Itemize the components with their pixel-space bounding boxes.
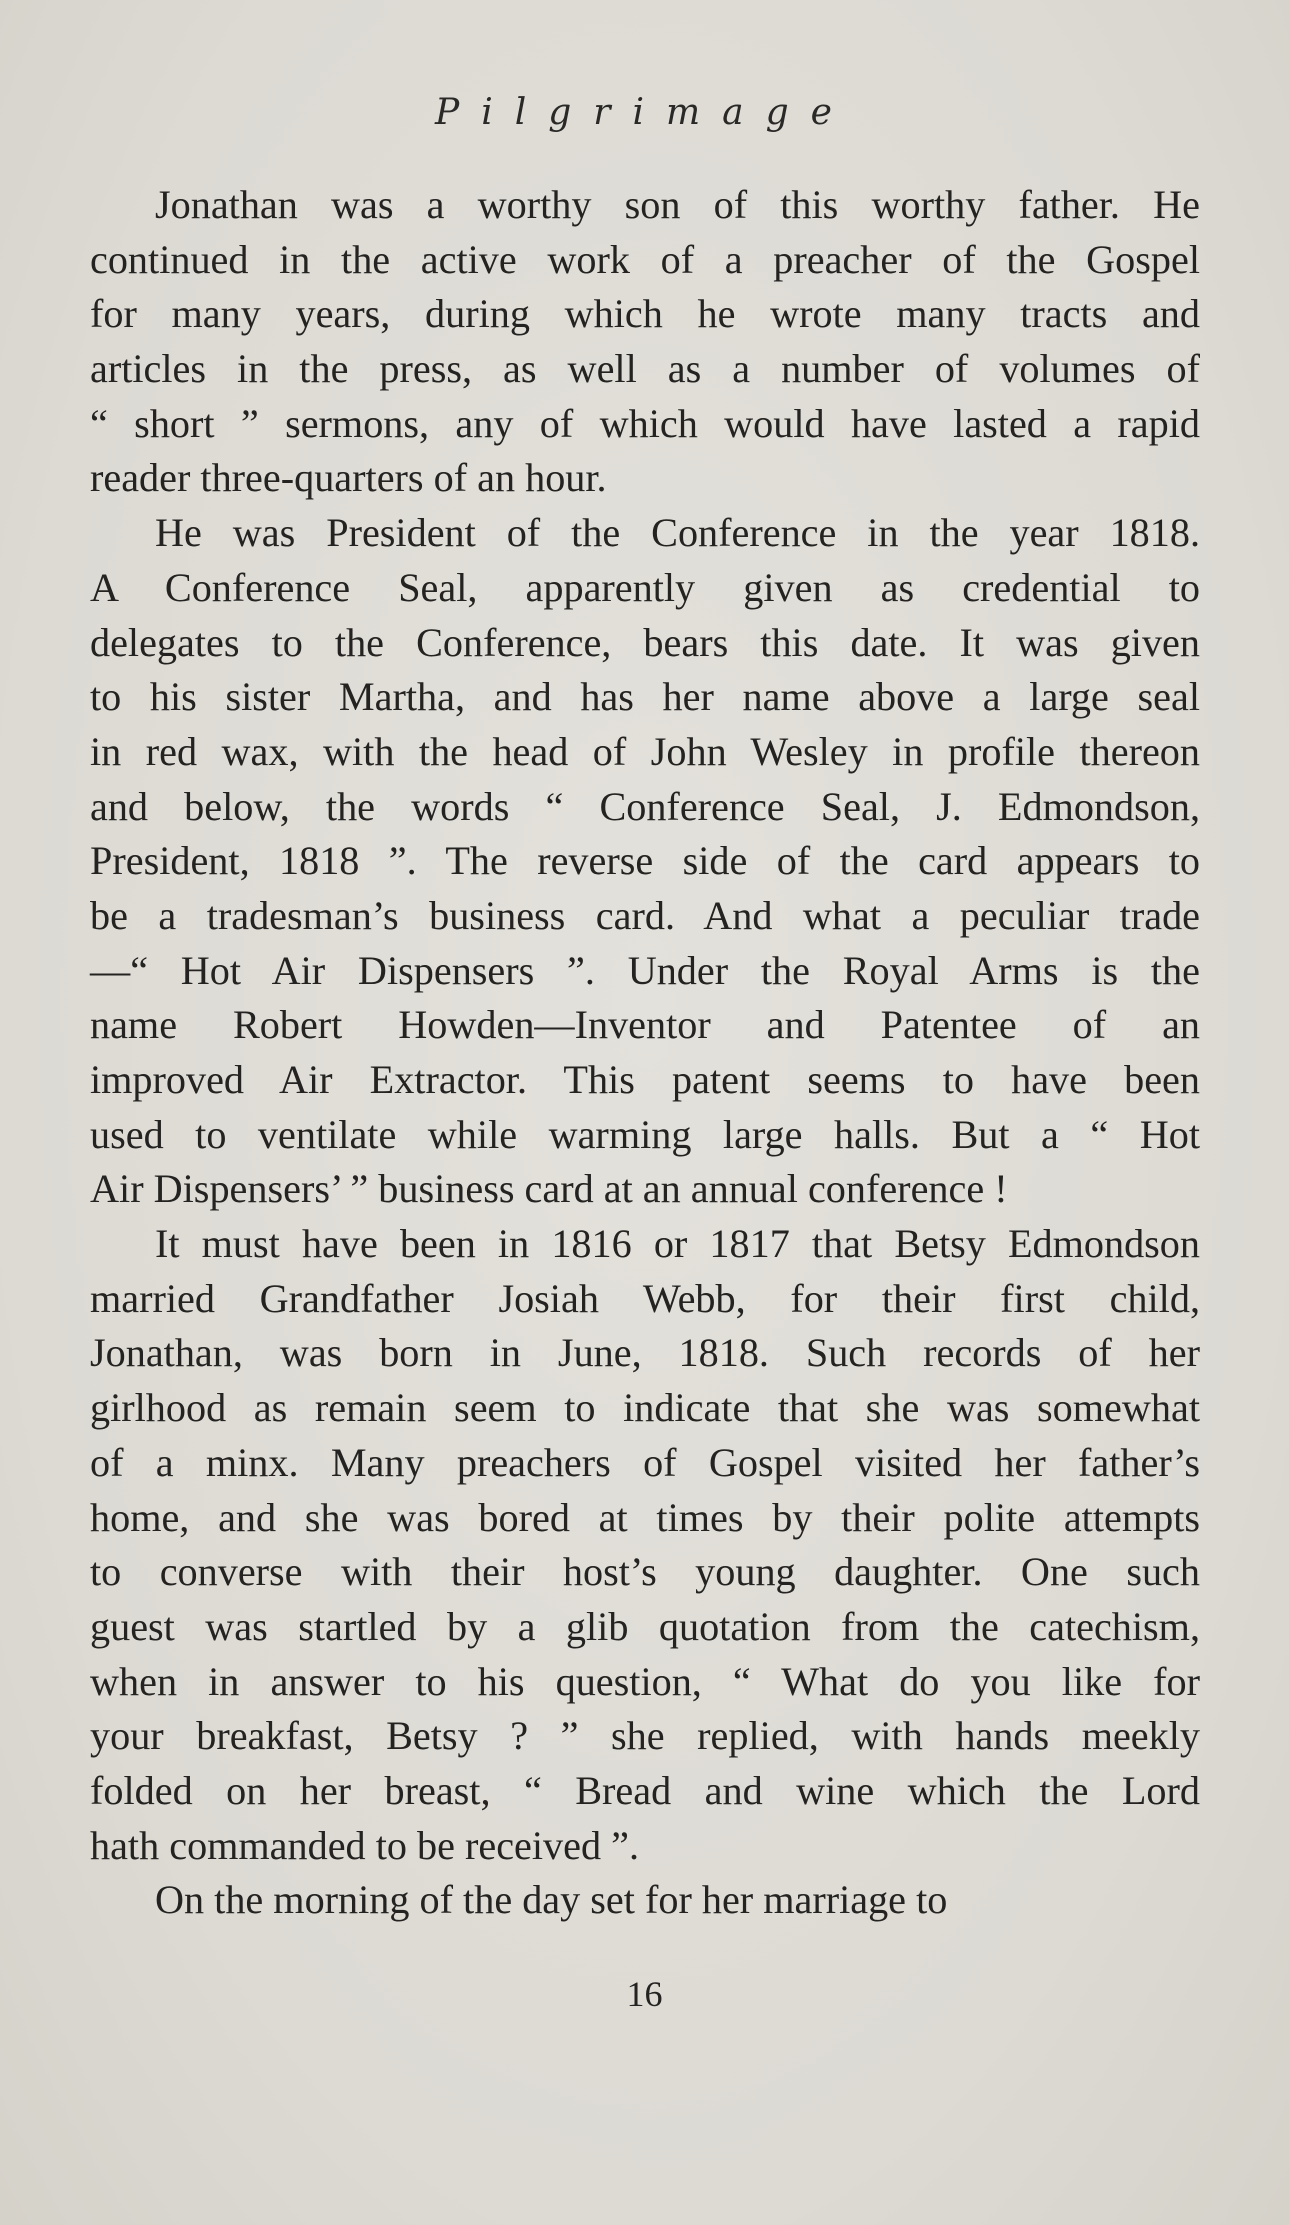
text-line: used to ventilate while warming large halls. But a “ Hot [90,1111,1200,1157]
running-head: Pilgrimage [435,92,854,133]
paragraph [90,506,1200,1217]
text-line: folded on her breast, “ Bread and wine which the Lord [90,1767,1200,1813]
text-line: home, and she was bored at times by their polite attempts [90,1494,1200,1540]
page-number: 16 [626,1974,663,2014]
text-line: It must have been in 1816 or 1817 that Betsy Edmondson [155,1221,1200,1267]
text-line: in red wax, with the head of John Wesley in profile thereon [90,728,1200,774]
paragraph [90,1873,1200,1928]
text-line: He was President of the Conference in the year 1818. [155,510,1200,556]
text-line: married Grandfather Josiah Webb, for their first child, [90,1275,1200,1321]
text-line: Jonathan, was born in June, 1818. Such records of her [90,1330,1200,1376]
text-line: —“ Hot Air Dispensers ”. Under the Royal Arms is the [90,947,1200,993]
text-line: your breakfast, Betsy ? ” she replied, with hands meekly [90,1713,1200,1759]
text-line: articles in the press, as well as a number of volumes of [90,346,1200,392]
text-line: A Conference Seal, apparently given as credential to [90,564,1200,610]
text-line: Air Dispensers’ ” business card at an annual conference ! [90,1166,1008,1212]
text-line: “ short ” sermons, any of which would have lasted a rapid [90,400,1200,446]
text-line: guest was startled by a glib quotation from the catechism, [90,1603,1200,1649]
text-line: and below, the words “ Conference Seal, J. Edmondson, [90,783,1200,829]
text-line: girlhood as remain seem to indicate that she was somewhat [90,1385,1200,1431]
text-line: name Robert Howden—Inventor and Patentee of an [90,1002,1200,1048]
text-line: to converse with their host’s young daughter. One such [90,1549,1200,1595]
text-line: be a tradesman’s business card. And what a peculiar trade [90,892,1200,938]
text-line: to his sister Martha, and has her name above a large seal [90,674,1200,720]
text-line: for many years, during which he wrote many tracts and [90,291,1200,337]
text-line: improved Air Extractor. This patent seems to have been [90,1057,1200,1102]
text-line: Jonathan was a worthy son of this worthy father. He [155,182,1200,227]
body-text [90,178,1200,1928]
paragraph [90,1217,1200,1873]
text-line: of a minx. Many preachers of Gospel visited her father’s [90,1439,1200,1485]
text-line: delegates to the Conference, bears this date. It was given [90,619,1200,665]
text-line: reader three-quarters of an hour. [90,455,607,501]
paragraph [90,178,1200,506]
text-line: President, 1818 ”. The reverse side of the card appears to [90,838,1200,884]
text-line: On the morning of the day set for her marriage to [155,1877,948,1923]
text-line: hath commanded to be received ”. [90,1822,639,1868]
text-line: continued in the active work of a preacher of the Gospel [90,236,1200,282]
text-line: when in answer to his question, “ What do you like for [90,1658,1200,1704]
